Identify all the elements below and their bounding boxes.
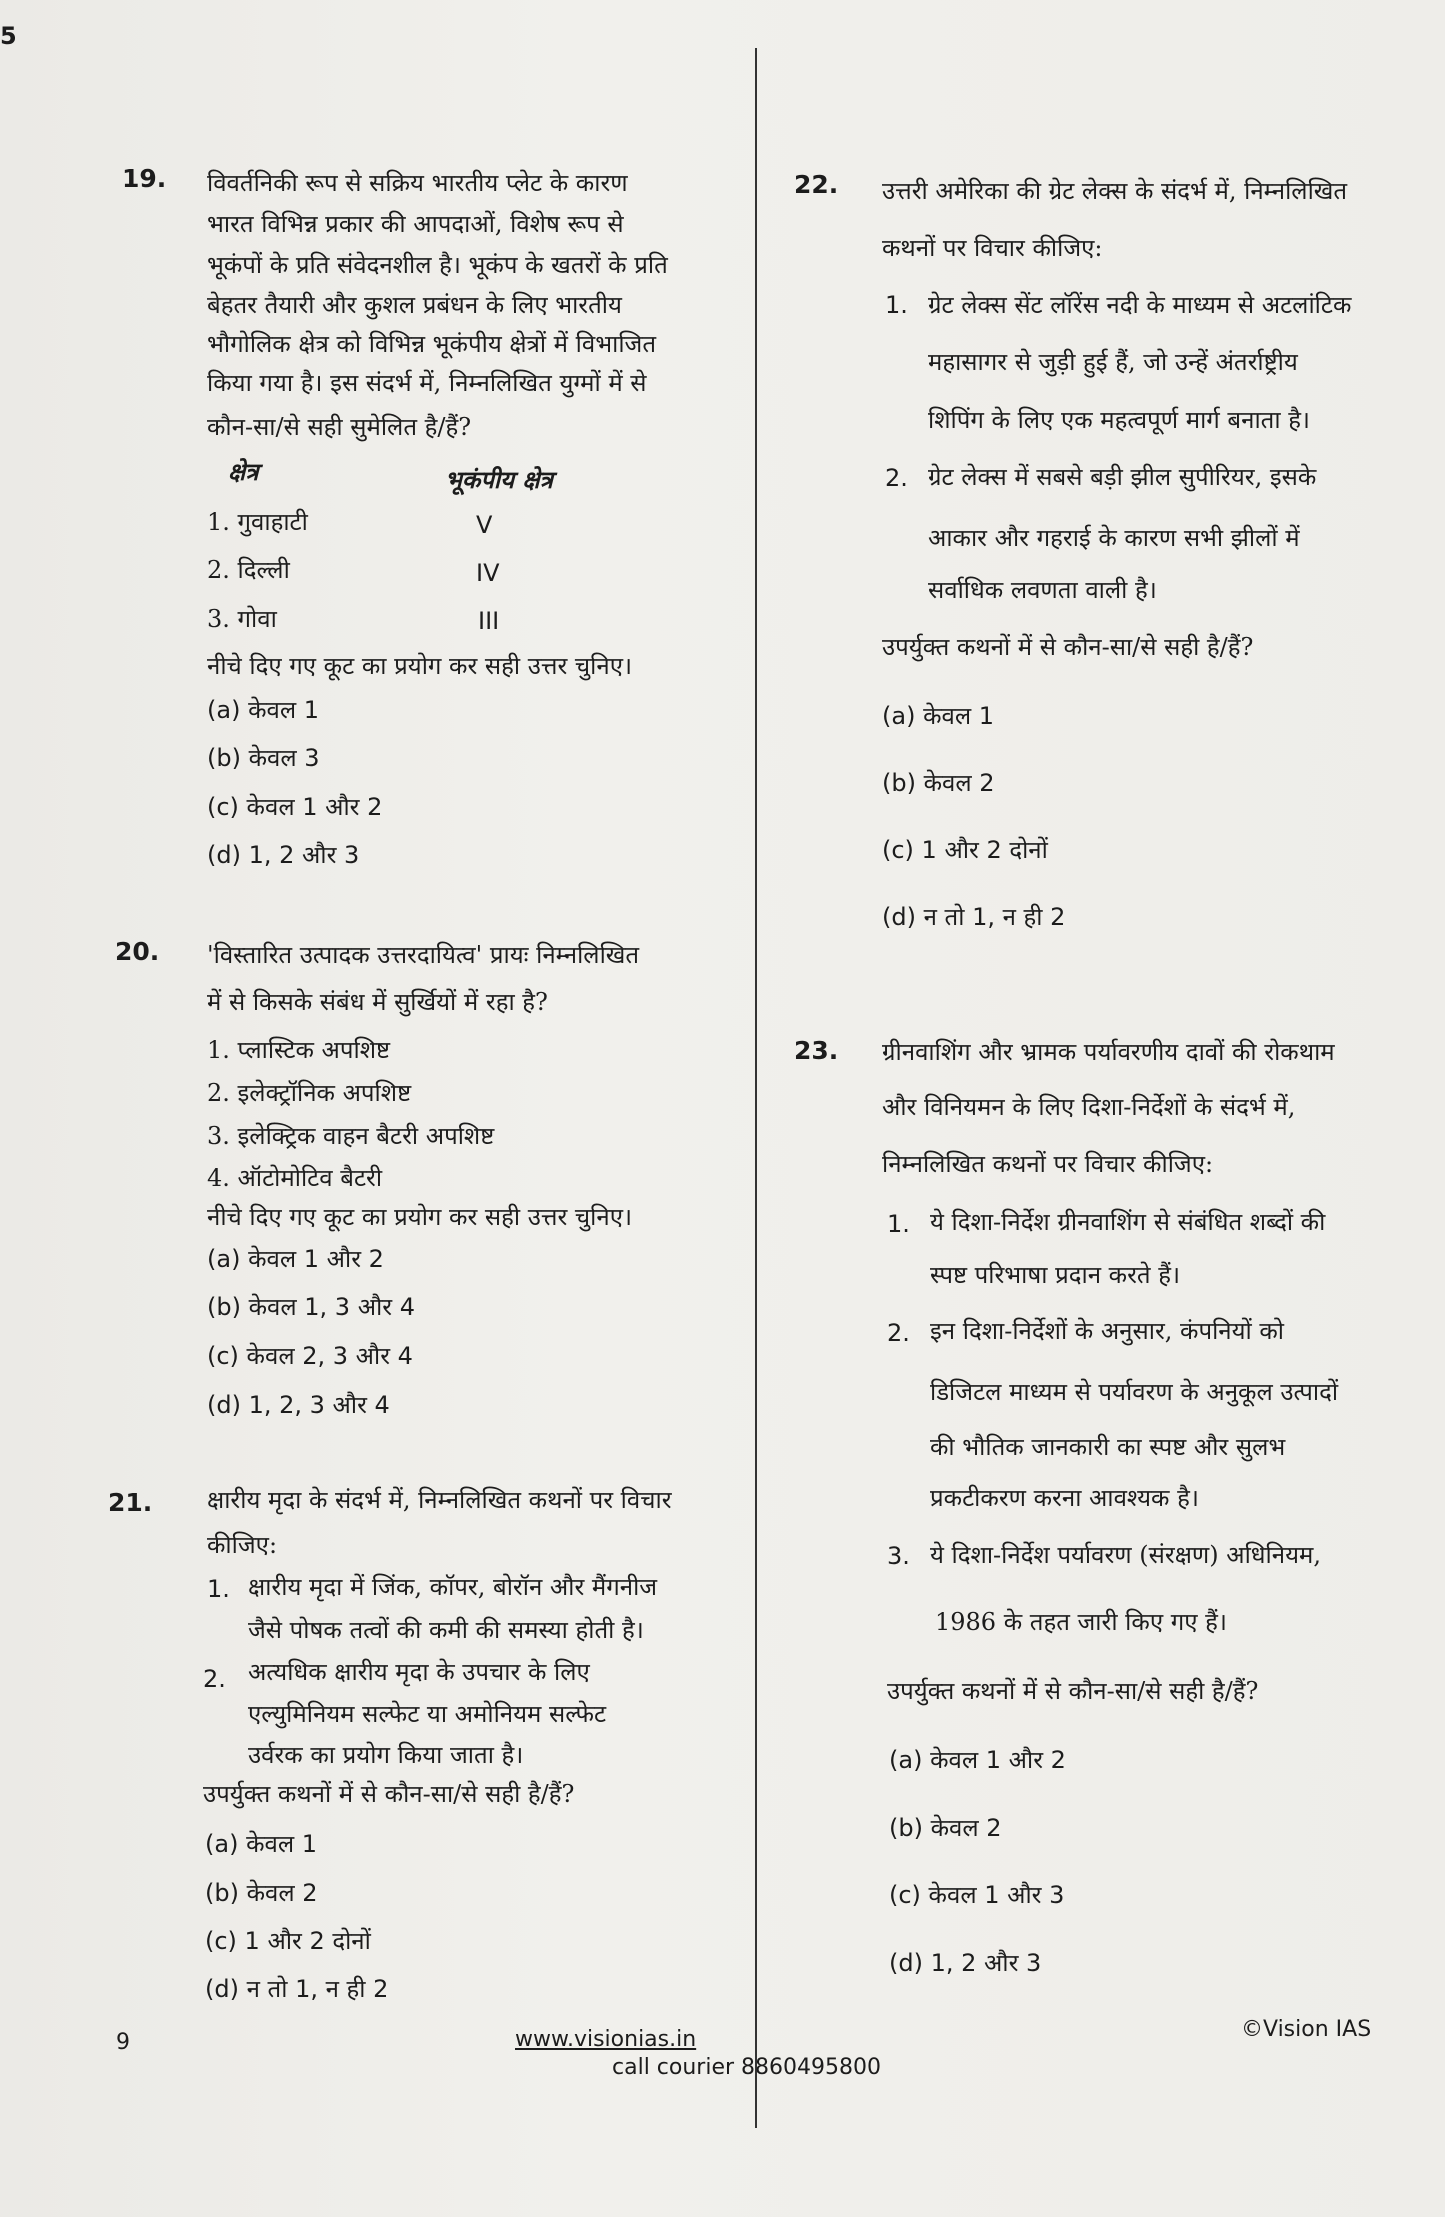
q19-line: विवर्तनिकी रूप से सक्रिय भारतीय प्लेट के कारण [207, 169, 628, 197]
q23-line: और विनियमन के लिए दिशा-निर्देशों के संदर्भ में, [882, 1093, 1296, 1121]
q23-option-d: (d) 1, 2 और 3 [889, 1949, 1042, 1977]
copyright: ©Vision IAS [1241, 2017, 1372, 2042]
q21-option-a: (a) केवल 1 [205, 1830, 318, 1858]
column-divider [755, 48, 757, 2128]
q23-s2-line: डिजिटल माध्यम से पर्यावरण के अनुकूल उत्पादों [930, 1378, 1339, 1406]
q23-s2-line: की भौतिक जानकारी का स्पष्ट और सुलभ [930, 1433, 1286, 1461]
q23-line: ग्रीनवाशिंग और भ्रामक पर्यावरणीय दावों की रोकथाम [882, 1038, 1335, 1066]
q20-item: 1. प्लास्टिक अपशिष्ट [207, 1036, 391, 1064]
website-link[interactable]: www.visionias.in [515, 2027, 697, 2052]
q21-option-b: (b) केवल 2 [205, 1879, 318, 1907]
q22-number: 22. [794, 170, 839, 199]
q21-question: उपर्युक्त कथनों में से कौन-सा/से सही है/हैं? [203, 1780, 575, 1808]
q20-line: में से किसके संबंध में सुर्खियों में रहा है? [207, 988, 548, 1016]
q19-line: भारत विभिन्न प्रकार की आपदाओं, विशेष रूप से [207, 210, 624, 238]
q22-s1-number: 1. [885, 291, 908, 319]
q19-line: भौगोलिक क्षेत्र को विभिन्न भूकंपीय क्षेत्रों में विभाजित [207, 330, 657, 358]
q23-number: 23. [794, 1036, 839, 1065]
q20-item: 3. इलेक्ट्रिक वाहन बैटरी अपशिष्ट [207, 1122, 495, 1150]
q20-item: 4. ऑटोमोटिव बैटरी [207, 1164, 383, 1192]
q19-pair-place: 3. गोवा [207, 605, 277, 633]
q23-option-b: (b) केवल 2 [889, 1814, 1002, 1842]
q21-number: 21. [108, 1488, 153, 1517]
q23-s1-number: 1. [887, 1210, 910, 1238]
q23-question: उपर्युक्त कथनों में से कौन-सा/से सही है/हैं? [887, 1677, 1259, 1705]
q21-s2-number: 2. [203, 1665, 226, 1693]
q20-number: 20. [115, 937, 160, 966]
q20-option-c: (c) केवल 2, 3 और 4 [207, 1342, 413, 1370]
q19-pair-place: 2. दिल्ली [207, 556, 290, 584]
q19-line: किया गया है। इस संदर्भ में, निम्नलिखित युग्मों में से [207, 369, 647, 397]
q19-option-a: (a) केवल 1 [207, 696, 320, 724]
q19-pair-zone: IV [476, 559, 500, 587]
q22-option-a: (a) केवल 1 [882, 702, 995, 730]
q19-option-c: (c) केवल 1 और 2 [207, 793, 383, 821]
q22-option-c: (c) 1 और 2 दोनों [882, 836, 1048, 864]
q22-s2-line: आकार और गहराई के कारण सभी झीलों में [928, 524, 1300, 552]
q22-s2-number: 2. [885, 464, 908, 492]
q19-pair-place: 1. गुवाहाटी [207, 508, 308, 536]
q21-s2-line: उर्वरक का प्रयोग किया जाता है। [248, 1741, 524, 1769]
q22-s2-line: ग्रेट लेक्स में सबसे बड़ी झील सुपीरियर, इसके [928, 463, 1317, 491]
q19-instruction: नीचे दिए गए कूट का प्रयोग कर सही उत्तर चुनिए। [207, 652, 633, 680]
q19-pair-zone: III [478, 607, 500, 635]
q19-line: बेहतर तैयारी और कुशल प्रबंधन के लिए भारतीय [207, 291, 622, 319]
q23-s2-line: प्रकटीकरण करना आवश्यक है। [930, 1484, 1199, 1512]
q21-option-d: (d) न तो 1, न ही 2 [205, 1975, 389, 2003]
q21-s2-line: अत्यधिक क्षारीय मृदा के उपचार के लिए [248, 1658, 590, 1686]
q19-line: भूकंपों के प्रति संवेदनशील है। भूकंप के खतरों के प्रति [207, 251, 668, 279]
q19-line: कौन-सा/से सही सुमेलित है/हैं? [207, 413, 472, 441]
q22-question: उपर्युक्त कथनों में से कौन-सा/से सही है/हैं? [882, 633, 1254, 661]
q21-line: कीजिए: [207, 1531, 278, 1559]
q21-line: क्षारीय मृदा के संदर्भ में, निम्नलिखित कथनों पर विचार [207, 1486, 672, 1514]
courier-contact: call courier 8860495800 [612, 2055, 881, 2080]
q23-s2-number: 2. [887, 1319, 910, 1347]
q19-col-header-region: क्षेत्र [228, 457, 259, 486]
q21-s2-line: एल्युमिनियम सल्फेट या अमोनियम सल्फेट [248, 1700, 607, 1728]
q23-option-c: (c) केवल 1 और 3 [889, 1881, 1065, 1909]
q20-item: 2. इलेक्ट्रॉनिक अपशिष्ट [207, 1079, 412, 1107]
q22-s1-line: ग्रेट लेक्स सेंट लॉरेंस नदी के माध्यम से अटलांटिक [928, 291, 1352, 319]
q21-s1-line: क्षारीय मृदा में जिंक, कॉपर, बोरॉन और मैंगनीज [248, 1573, 658, 1601]
q22-s1-line: शिपिंग के लिए एक महत्वपूर्ण मार्ग बनाता है। [928, 406, 1311, 434]
q23-s1-line: स्पष्ट परिभाषा प्रदान करते हैं। [930, 1261, 1181, 1289]
q20-instruction: नीचे दिए गए कूट का प्रयोग कर सही उत्तर चुनिए। [207, 1203, 633, 1231]
page-number: 9 [116, 2030, 130, 2055]
q20-option-a: (a) केवल 1 और 2 [207, 1245, 384, 1273]
q23-s3-line: 1986 के तहत जारी किए गए हैं। [935, 1608, 1227, 1636]
q19-pair-zone: V [476, 511, 493, 539]
q19-col-header-zone: भूकंपीय क्षेत्र [445, 465, 553, 494]
q22-line: उत्तरी अमेरिका की ग्रेट लेक्स के संदर्भ में, निम्नलिखित [882, 177, 1348, 205]
q22-s1-line: महासागर से जुड़ी हुई हैं, जो उन्हें अंतर्राष्ट्रीय [928, 348, 1298, 376]
q22-option-b: (b) केवल 2 [882, 769, 995, 797]
q23-line: निम्नलिखित कथनों पर विचार कीजिए: [882, 1150, 1214, 1178]
q20-option-b: (b) केवल 1, 3 और 4 [207, 1293, 415, 1321]
q21-option-c: (c) 1 और 2 दोनों [205, 1927, 371, 1955]
q21-s1-number: 1. [207, 1575, 230, 1603]
q20-option-d: (d) 1, 2, 3 और 4 [207, 1391, 390, 1419]
q23-s1-line: ये दिशा-निर्देश ग्रीनवाशिंग से संबंधित शब्दों की [930, 1208, 1326, 1236]
q23-s3-number: 3. [887, 1542, 910, 1570]
q19-option-b: (b) केवल 3 [207, 744, 320, 772]
corner-page-mark: 5 [0, 22, 17, 50]
q23-s3-line: ये दिशा-निर्देश पर्यावरण (संरक्षण) अधिनियम, [930, 1541, 1321, 1569]
q23-option-a: (a) केवल 1 और 2 [889, 1746, 1066, 1774]
q23-s2-line: इन दिशा-निर्देशों के अनुसार, कंपनियों को [930, 1317, 1285, 1345]
q22-line: कथनों पर विचार कीजिए: [882, 234, 1103, 262]
q19-number: 19. [122, 164, 167, 193]
q21-s1-line: जैसे पोषक तत्वों की कमी की समस्या होती है। [248, 1616, 644, 1644]
q19-option-d: (d) 1, 2 और 3 [207, 841, 360, 869]
q22-option-d: (d) न तो 1, न ही 2 [882, 903, 1066, 931]
q22-s2-line: सर्वाधिक लवणता वाली है। [928, 576, 1157, 604]
q20-line: 'विस्तारित उत्पादक उत्तरदायित्व' प्रायः निम्नलिखित [207, 941, 640, 969]
